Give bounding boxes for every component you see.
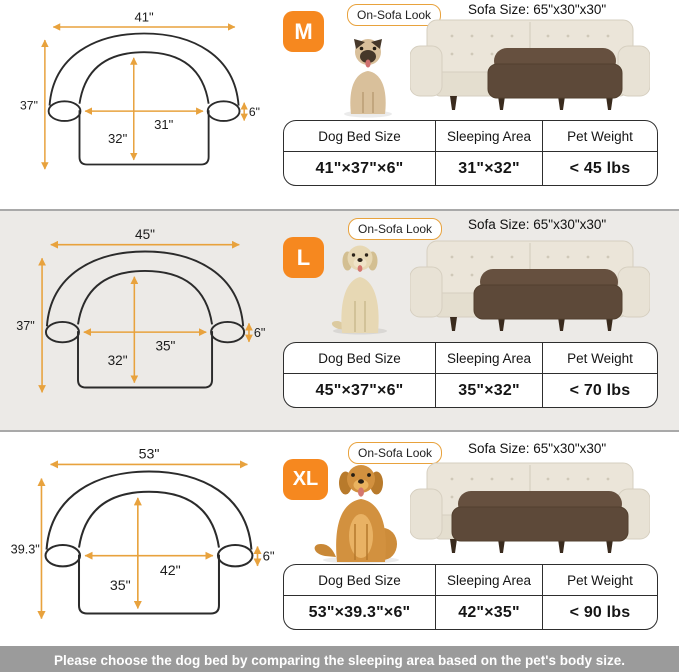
header-pet-weight: Pet Weight	[543, 121, 657, 152]
sofa-size-text: Sofa Size: 65"x30"x30"	[468, 217, 607, 232]
value-dog-bed-size: 41"×37"×6"	[315, 159, 404, 177]
size-badge-xl: XL	[283, 459, 328, 500]
value-dog-bed-size: 45"×37"×6"	[315, 381, 404, 399]
bolster-dimension-label: 6"	[248, 104, 260, 119]
header-sleeping-area: Sleeping Area	[435, 565, 543, 596]
dog-bed-cover	[474, 269, 622, 319]
bed-outline-shape	[49, 34, 240, 165]
header-dog-bed-size: Dog Bed Size	[284, 343, 435, 374]
height-dimension-label: 37"	[20, 98, 38, 113]
spec-table-l	[283, 342, 658, 408]
inner-height-dimension-label: 32"	[108, 130, 128, 146]
table-value-row	[284, 374, 657, 407]
size-section-xl	[0, 430, 679, 646]
value-sleeping-area: 42"×35"	[435, 596, 543, 629]
header-dog-bed-size: Dog Bed Size	[284, 565, 435, 596]
header-sleeping-area: Sleeping Area	[435, 343, 543, 374]
spec-table-xl	[283, 564, 658, 630]
bed-dimension-diagram-xl	[8, 442, 292, 643]
sofa-photo	[410, 235, 650, 333]
inner-width-dimension-label: 31"	[154, 116, 174, 132]
table-header-row	[284, 565, 657, 596]
header-dog-bed-size: Dog Bed Size	[284, 121, 435, 152]
labrador-photo	[327, 243, 393, 335]
sofa-photo	[410, 14, 650, 112]
inner-height-dimension-label: 35"	[109, 578, 131, 595]
value-pet-weight: < 90 lbs	[569, 603, 631, 621]
bed-dimension-diagram-m	[14, 6, 276, 192]
value-sleeping-area: 35"×32"	[435, 374, 543, 407]
bolster-dimension-label: 6"	[253, 325, 266, 340]
table-value-row	[284, 152, 657, 185]
dog-bed-cover	[488, 48, 622, 98]
value-dog-bed-size: 53"×39.3"×6"	[308, 603, 411, 621]
value-sleeping-area: 31"×32"	[435, 152, 543, 185]
advice-banner	[0, 646, 679, 672]
pug-photo	[338, 36, 398, 118]
width-dimension-label: 41"	[134, 9, 154, 25]
size-badge-m: M	[283, 11, 324, 52]
on-sofa-look-badge: On-Sofa Look	[348, 218, 442, 240]
height-dimension-label: 37"	[16, 319, 35, 334]
bed-dimension-diagram-l	[10, 223, 282, 416]
size-badge-l: L	[283, 237, 324, 278]
inner-width-dimension-label: 42"	[159, 562, 181, 579]
width-dimension-label: 53"	[138, 446, 160, 463]
bed-outline-shape	[46, 252, 244, 388]
sofa-photo	[410, 457, 650, 555]
bed-outline-shape	[46, 472, 253, 614]
on-sofa-look-badge: On-Sofa Look	[348, 442, 442, 464]
sofa-size-text: Sofa Size: 65"x30"x30"	[468, 441, 607, 456]
header-pet-weight: Pet Weight	[543, 565, 657, 596]
advice-banner-text: Please choose the dog bed by comparing the sleeping area based on the pet's body size.	[53, 652, 626, 668]
sofa-size-text: Sofa Size: 65"x30"x30"	[468, 2, 607, 17]
golden-retriever-photo	[311, 462, 407, 564]
table-header-row	[284, 343, 657, 374]
table-header-row	[284, 121, 657, 152]
size-section-l	[0, 209, 679, 430]
value-pet-weight: < 45 lbs	[569, 159, 631, 177]
header-sleeping-area: Sleeping Area	[435, 121, 543, 152]
bolster-dimension-label: 6"	[262, 548, 275, 564]
dog-bed-cover	[452, 491, 628, 541]
inner-width-dimension-label: 35"	[155, 338, 176, 354]
spec-table-m	[283, 120, 658, 186]
width-dimension-label: 45"	[135, 226, 156, 242]
height-dimension-label: 39.3"	[10, 542, 40, 557]
value-pet-weight: < 70 lbs	[569, 381, 631, 399]
size-section-m	[0, 0, 679, 209]
on-sofa-look-badge: On-Sofa Look	[347, 4, 441, 26]
inner-height-dimension-label: 32"	[107, 353, 128, 369]
header-pet-weight: Pet Weight	[543, 343, 657, 374]
table-value-row	[284, 596, 657, 629]
